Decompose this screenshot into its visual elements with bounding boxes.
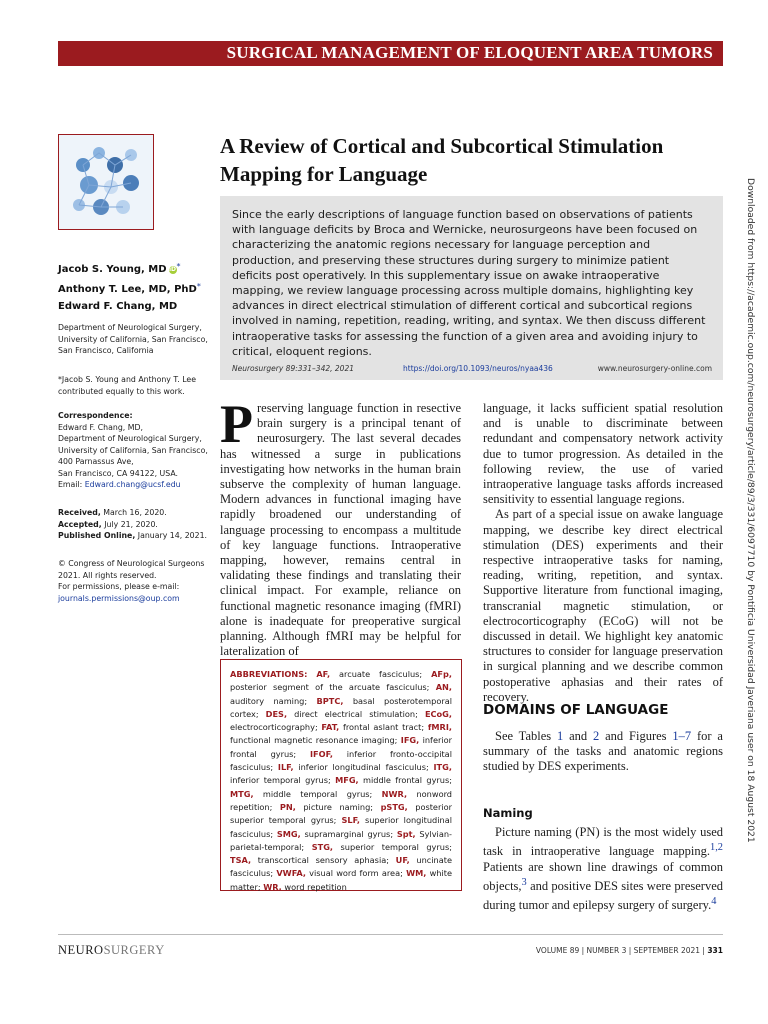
issue-info: VOLUME 89 | NUMBER 3 | SEPTEMBER 2021 | 331: [535, 946, 723, 955]
abbreviation-definition: visual word form area;: [305, 868, 407, 879]
correspondence-email-link[interactable]: Edward.chang@ucsf.edu: [84, 480, 181, 489]
citation-ref-link[interactable]: 4: [711, 896, 717, 908]
author-3: Edward F. Chang, MD: [58, 301, 178, 312]
article-dates: Received, March 16, 2020. Accepted, July 21, 2020. Published Online, January 14, 2021.: [58, 508, 208, 540]
abbreviation-definition: picture naming;: [295, 801, 381, 812]
abbreviation-definition: functional magnetic resonance imaging;: [230, 735, 401, 746]
abbreviation-definition: electrocorticography;: [230, 722, 322, 733]
author-list: [58, 258, 218, 315]
abbreviation-term: WM,: [406, 868, 427, 879]
page-number: 331: [707, 946, 723, 955]
abbreviation-term: ILF,: [277, 762, 294, 773]
abbreviation-term: VWFA,: [276, 868, 306, 879]
table-ref-link[interactable]: 2: [593, 729, 600, 743]
abbreviation-definition: basal posterotemporal cortex;: [230, 695, 453, 719]
section-banner-title: SURGICAL MANAGEMENT OF ELOQUENT AREA TUMORS: [226, 43, 713, 62]
journal-citation: Neurosurgery 89:331–342, 2021: [232, 364, 354, 373]
section-banner: [58, 41, 723, 66]
abbreviation-term: FAT,: [321, 722, 340, 733]
footer-divider: [58, 934, 723, 935]
body-paragraph: language, it lacks sufficient spatial resolution and is unable to discriminate between redundant and compensatory network activity due to tumor progression. As detailed in the following review, the use of varied intraoperative language tasks affords increased sensitivity to essential language regions.: [483, 401, 723, 507]
body-paragraph: As part of a special issue on awake language mapping, we describe key direct electrical stimulation (DES) experiments and their respective intraoperative tasks for naming, reading, writing, repetition, and syntax. Supportive literature from functional imaging, transcranial magnetic stimulation, or electrocorticography (ECoG) will not be discussed in detail. We highlight key anatomic structures to consider for language preservation in surgical planning and we describe common postoperative aphasias and their rates of recovery.: [483, 507, 723, 704]
body-column-2: [483, 401, 723, 705]
abbreviation-term: AF,: [316, 669, 331, 679]
citation-ref-link[interactable]: 3: [521, 876, 527, 888]
abbreviation-term: fMRI,: [427, 722, 452, 733]
abbreviation-term: AFp,: [431, 669, 452, 679]
subsection-heading-naming: Naming: [483, 806, 533, 820]
permissions-email-link[interactable]: journals.permissions@oup.com: [58, 593, 180, 603]
abbreviation-definition: word repetition: [281, 881, 347, 892]
abbreviation-term: MTG,: [230, 788, 254, 799]
abbreviation-term: pSTG,: [380, 801, 408, 812]
citation-ref-link[interactable]: 1,2: [709, 842, 723, 854]
author-1: Jacob S. Young, MD iD*: [58, 262, 181, 275]
body-text-intro: reserving language function in resective brain surgery is a principal tenant of neurosurgery. The last several decades has witnessed a surge in publications investigating how networks in the human brain subserve the complexity of human language. Modern advances in functional imaging have rapidly broadened our understanding of language processing to encompass a multitude of key language functions. Intraoperative mapping, however, remains central in validating these findings and translating their clinical impact. For example, reliance on functional magnetic resonance imaging (fMRI) alone is inadequate for preoperative surgical planning. Although fMRI may be helpful for lateralization of: [220, 401, 461, 659]
article-title: A Review of Cortical and Subcortical Stimulation Mapping for Language: [220, 134, 664, 186]
table-ref-link[interactable]: 1: [556, 729, 564, 743]
abbreviation-definition: inferior longitudinal fasciculus;: [293, 762, 434, 773]
abbreviation-term: ECoG,: [424, 708, 453, 719]
abbreviation-term: SLF,: [341, 815, 360, 826]
abbreviation-definition: transcortical sensory aphasia;: [251, 855, 396, 866]
contribution-note: *Jacob S. Young and Anthony T. Lee contributed equally to this work.: [58, 375, 196, 396]
abbreviation-term: NWR,: [381, 788, 408, 799]
abbreviation-term: SMG,: [276, 828, 301, 839]
abbreviation-definition: white matter;: [230, 868, 452, 892]
correspondence: Correspondence: Edward F. Chang, MD, Department of Neurological Surgery, University of California, San Francisco, 400 Parnassus Ave, San Francisco, CA 94122, USA. Email: Edward.chang@ucsf.edu: [58, 411, 208, 489]
figure-ref-link[interactable]: 1–7: [672, 729, 692, 743]
abbreviation-definition: inferior fronto-occipital fasciculus;: [230, 748, 452, 773]
abbreviation-definition: nonword repetition;: [230, 788, 452, 812]
abstract-box: [220, 196, 723, 380]
abbreviation-definition: direct electrical stimulation;: [287, 708, 425, 719]
cover-thumbnail-image: [58, 134, 154, 230]
abbreviation-definition: auditory naming;: [230, 695, 317, 706]
affiliation: Department of Neurological Surgery, University of California, San Francisco, San Francisco, California: [58, 323, 208, 355]
download-notice: Downloaded from https://academic.oup.com/neurosurgery/article/89/3/331/6097710 by Pontificia Universidad Javeriana user on 18 August 2021: [745, 178, 756, 843]
naming-paragraph: Picture naming (PN) is the most widely used task in intraoperative language mapping.$^{1,2}$ Patients are shown line drawings of common objects,$^3$ and positive DES sites were preserved during tumor and epilepsy surgery of surgery.$^4$: [483, 825, 723, 913]
abbreviation-definition: posterior segment of the arcuate fasciculus;: [230, 682, 436, 693]
citation-line: [232, 364, 712, 378]
abbreviation-definition: arcuate fasciculus;: [330, 669, 432, 679]
author-2: Anthony T. Lee, MD, PhD*: [58, 282, 201, 295]
abbreviation-definition: superior longitudinal fasciculus;: [230, 815, 452, 839]
abbreviation-term: WR,: [263, 881, 282, 892]
abstract-text: Since the early descriptions of language function based on observations of patients with language deficits by Broca and Wernicke, neurosurgeons have been focused on characterizing the anatomic regions necessary for language perception and production, and preserving these structures during surgery to minimize patient deficits post operatively. In this supplementary issue on awake intraoperative mapping, we review language processing across multiple domains, highlighting key advances in direct electrical stimulation of different cortical and subcortical regions involved in naming, repetition, reading, writing, and syntax. We then discuss different intraoperative tasks for assessing the function of a given area and avoiding injury to critical, eloquent regions.: [232, 208, 706, 358]
abbreviation-definition: superior temporal gyrus;: [333, 841, 452, 852]
abbreviation-term: Spt,: [396, 828, 416, 839]
abbreviation-definition: uncinate fasciculus;: [230, 855, 452, 879]
abbreviation-term: DES,: [265, 708, 288, 719]
abbreviation-term: ITG,: [433, 762, 452, 773]
abbreviation-definition: posterior superior temporal gyrus;: [230, 801, 452, 826]
section-heading-domains: DOMAINS OF LANGUAGE: [483, 702, 669, 718]
abbreviation-definition: Sylvian-parietal-temporal;: [230, 828, 452, 852]
abbreviation-definition: inferior temporal gyrus;: [230, 775, 336, 786]
abbreviation-definition: middle temporal gyrus;: [253, 788, 382, 799]
abbreviation-term: IFOF,: [309, 748, 333, 759]
orcid-icon[interactable]: iD: [168, 266, 177, 273]
abbreviation-definition: inferior frontal gyrus;: [230, 735, 452, 759]
abbreviation-definition: supramarginal gyrus;: [300, 828, 397, 839]
abbreviation-term: MFG,: [335, 775, 359, 786]
copyright-notice: © Congress of Neurological Surgeons 2021. All rights reserved. For permissions, please e-mail: journals.permissions@oup.com: [58, 558, 216, 604]
doi-link[interactable]: https://doi.org/10.1093/neuros/nyaa436: [403, 364, 553, 373]
abbreviations-heading: ABBREVIATIONS:: [230, 669, 308, 679]
abbreviation-term: PN,: [279, 801, 296, 812]
drop-cap: P: [220, 394, 253, 454]
abbreviation-term: BPTC,: [316, 695, 344, 706]
body-column-1: [220, 394, 461, 659]
abbreviation-term: TSA,: [230, 855, 252, 866]
abbreviation-definition: frontal aslant tract;: [339, 722, 428, 733]
abbreviation-term: UF,: [395, 855, 410, 866]
abbreviation-definition: middle frontal gyrus;: [358, 775, 452, 786]
abbreviation-term: STG,: [311, 841, 334, 852]
abbreviations-box: [220, 659, 462, 891]
abbreviations-list: [230, 668, 452, 894]
abbreviation-term: AN,: [435, 682, 452, 693]
website-link[interactable]: www.neurosurgery-online.com: [597, 364, 712, 373]
abbreviation-term: IFG,: [400, 735, 420, 746]
journal-logo: NEUROSURGERY: [58, 943, 165, 957]
domains-paragraph: See Tables 1 and 2 and Figures 1–7 for a summary of the tasks and anatomic regions studied by DES experiments.: [483, 729, 723, 774]
